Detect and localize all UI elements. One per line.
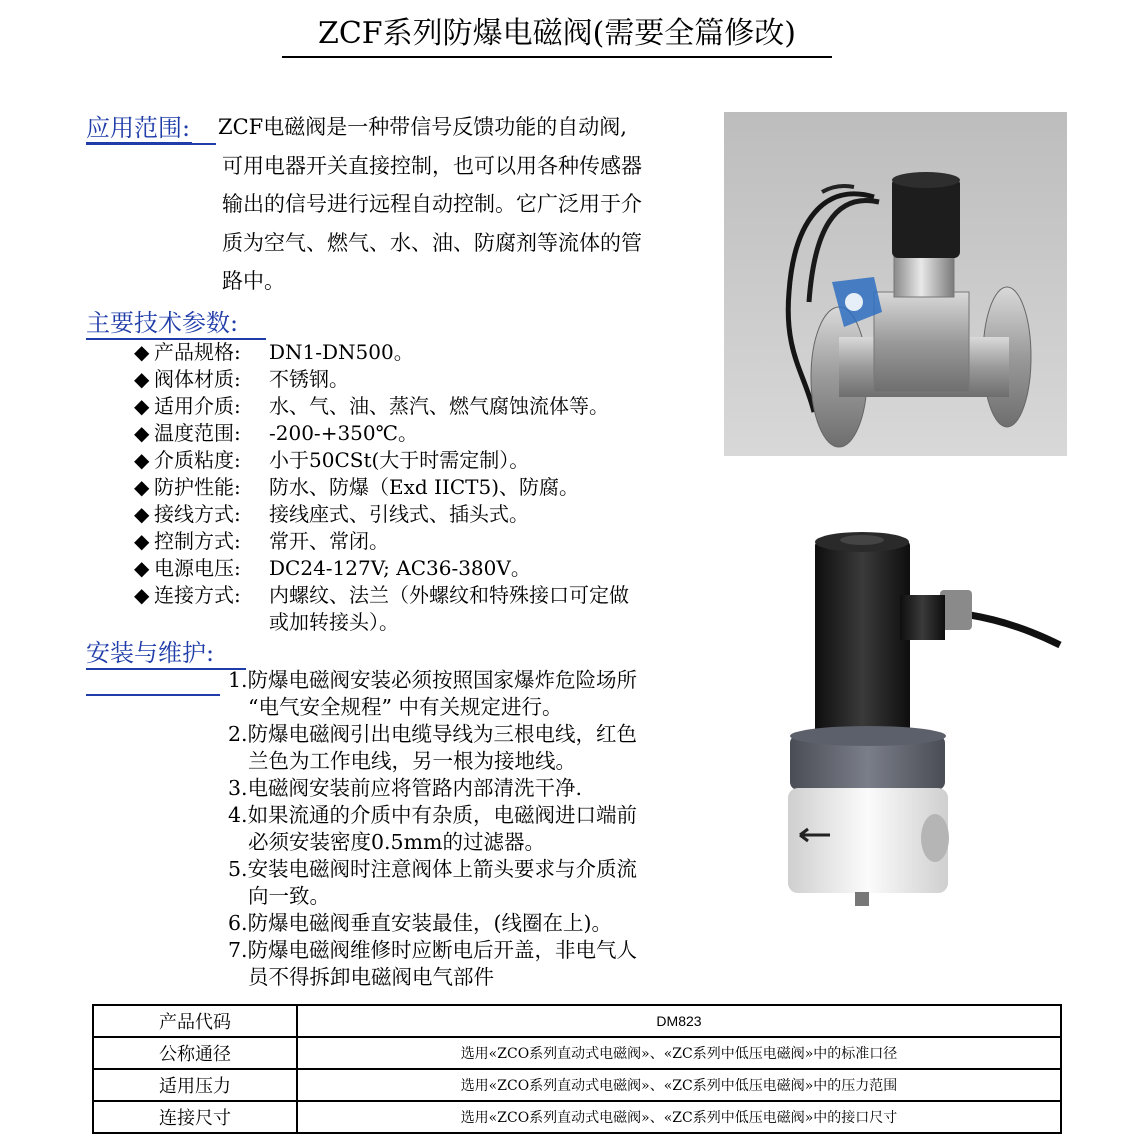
product-photo-compact-valve	[760, 520, 1080, 915]
table-row	[93, 1005, 1061, 1037]
install-step: 3.电磁阀安装前应将管路内部清洗干净.	[228, 776, 583, 800]
install-heading-underline-2	[86, 694, 220, 696]
table-cell-value: 选用«ZCO系列直动式电磁阀»、«ZC系列中低压电磁阀»中的压力范围	[297, 1069, 1061, 1101]
param-item: ◆ 接线方式: 接线座式、引线式、插头式。	[134, 502, 529, 526]
param-item: ◆ 阀体材质: 不锈钢。	[134, 367, 349, 391]
install-step: 1.防爆电磁阀安装必须按照国家爆炸危险场所 “电气安全规程” 中有关规定进行。	[228, 668, 638, 719]
application-line: 可用电器开关直接控制，也可以用各种传感器	[222, 153, 642, 178]
install-step: 5.安装电磁阀时注意阀体上箭头要求与介质流 向一致。	[228, 857, 638, 908]
table-cell-key: 连接尺寸	[93, 1101, 297, 1133]
table-row	[93, 1037, 1061, 1069]
table-cell-key: 产品代码	[93, 1005, 297, 1037]
install-heading: 安装与维护:	[86, 639, 215, 667]
param-item: ◆ 电源电压: DC24-127V; AC36-380V。	[134, 556, 531, 580]
param-item: ◆ 防护性能: 防水、防爆（Exd IICT5)、防腐。	[134, 475, 580, 499]
application-underline-ext	[86, 143, 216, 145]
install-step: 2.防爆电磁阀引出电缆导线为三根电线，红色 兰色为工作电线，另一根为接地线。	[228, 722, 638, 773]
table-cell-key: 适用压力	[93, 1069, 297, 1101]
spec-table	[92, 1004, 1062, 1134]
application-line: 质为空气、燃气、水、油、防腐剂等流体的管	[222, 230, 642, 255]
application-line: ZCF电磁阀是一种带信号反馈功能的自动阀,	[218, 115, 627, 139]
table-cell-value: 选用«ZCO系列直动式电磁阀»、«ZC系列中低压电磁阀»中的接口尺寸	[297, 1101, 1061, 1133]
params-heading: 主要技术参数:	[86, 309, 239, 337]
table-cell-value: 选用«ZCO系列直动式电磁阀»、«ZC系列中低压电磁阀»中的标准口径	[297, 1037, 1061, 1069]
application-text	[218, 108, 692, 301]
install-step: 6.防爆电磁阀垂直安装最佳，(线圈在上)。	[228, 911, 613, 935]
install-step: 7.防爆电磁阀维修时应断电后开盖，非电气人 员不得拆卸电磁阀电气部件	[228, 938, 638, 989]
param-item: ◆ 连接方式: 内螺纹、法兰（外螺纹和特殊接口可定做 或加转接头）。	[134, 583, 629, 634]
application-line: 路中。	[222, 269, 285, 293]
param-item: ◆ 温度范围: -200-+350℃。	[134, 421, 418, 445]
param-item: ◆ 介质粘度: 小于50CSt(大于时需定制）。	[134, 448, 530, 472]
application-line: 输出的信号进行远程自动控制。它广泛用于介	[222, 192, 642, 216]
install-step: 4.如果流通的介质中有杂质，电磁阀进口端前 必须安装密度0.5mm的过滤器。	[228, 803, 638, 854]
install-heading-underline	[86, 668, 246, 670]
table-cell-key: 公称通径	[93, 1037, 297, 1069]
param-item: ◆ 产品规格: DN1-DN500。	[134, 340, 414, 364]
page-title: ZCF系列防爆电磁阀(需要全篇修改)	[282, 14, 832, 58]
table-row	[93, 1101, 1061, 1133]
param-item: ◆ 控制方式: 常开、常闭。	[134, 529, 389, 553]
application-heading: 应用范围:	[86, 114, 191, 142]
param-item: ◆ 适用介质: 水、气、油、蒸汽、燃气腐蚀流体等。	[134, 394, 609, 418]
product-photo-flanged-valve	[724, 112, 1067, 456]
table-cell-value: DM823	[297, 1005, 1061, 1037]
table-row	[93, 1069, 1061, 1101]
